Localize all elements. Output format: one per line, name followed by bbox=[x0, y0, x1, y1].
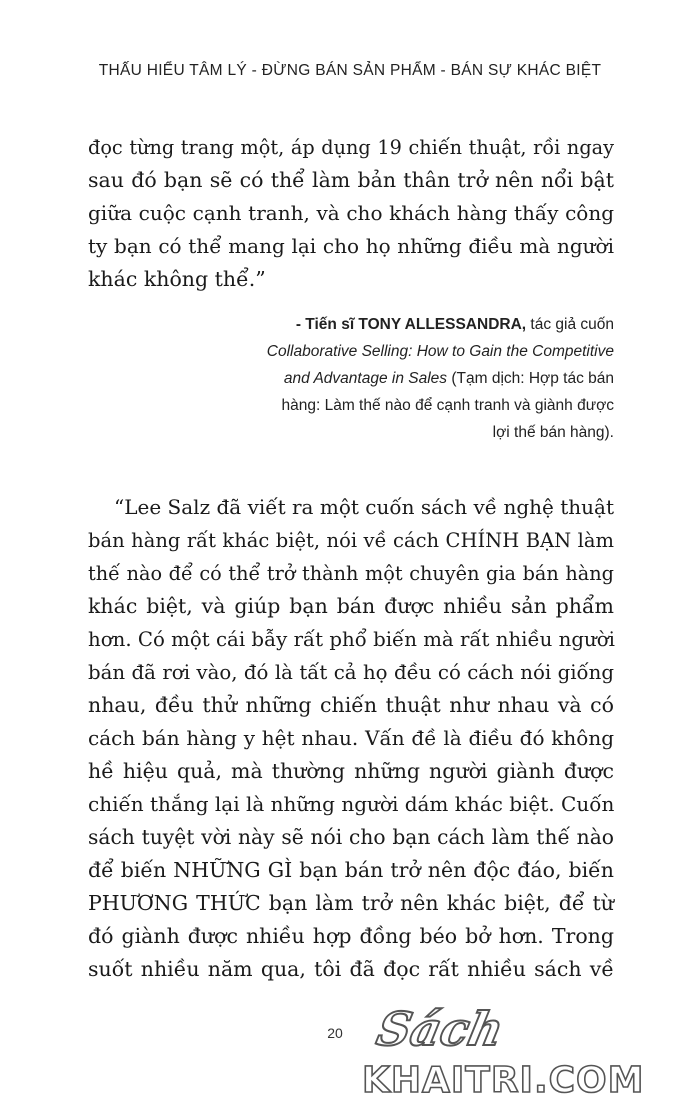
text-line: suốt nhiều năm qua, tôi đã đọc rất nhiều sách về bbox=[88, 957, 614, 981]
quote-two bbox=[88, 491, 614, 986]
text-line: để biến NHỮNG GÌ bạn bán trở nên độc đáo, biến bbox=[88, 858, 614, 882]
text-line: khác biệt, và giúp bạn bán được nhiều sản phẩm bbox=[88, 594, 614, 618]
watermark-brand-text: KHAITRI.COM bbox=[362, 1060, 645, 1101]
text-line: thế nào để có thể trở thành một chuyên gia bán hàng bbox=[88, 562, 614, 585]
text-line: giữa cuộc cạnh tranh, và cho khách hàng thấy công bbox=[88, 201, 614, 225]
quote-attribution bbox=[174, 311, 614, 446]
text-line: hề hiệu quả, mà thường những người giành được bbox=[88, 759, 614, 783]
text-line: sau đó bạn sẽ có thể làm bản thân trở nên nổi bật bbox=[88, 168, 614, 192]
text-line: hơn. Có một cái bẫy rất phổ biến mà rất nhiều người bbox=[88, 628, 615, 651]
attribution-line bbox=[174, 365, 614, 392]
translation-line: hàng: Làm thế nào để cạnh tranh và giành được bbox=[281, 397, 614, 414]
text-line: PHƯƠNG THỨC bạn làm trở nên khác biệt, để từ bbox=[88, 891, 614, 915]
text-line: bán đã rơi vào, đó là tất cả họ đều có cách nói giống bbox=[88, 661, 614, 684]
watermark-script-text: Sách bbox=[372, 1002, 509, 1056]
text-line: chiến thắng lại là những người dám khác biệt. Cuốn bbox=[88, 792, 615, 816]
text-line: nhau, đều thử những chiến thuật như nhau và có bbox=[88, 693, 614, 717]
translation-line: lợi thế bán hàng). bbox=[492, 424, 614, 441]
text-line: đó giành được nhiều hợp đồng béo bở hơn. Trong bbox=[88, 924, 614, 948]
text-line: sách tuyệt vời này sẽ nói cho bạn cách làm thế nào bbox=[88, 825, 614, 849]
text-line: ty bạn có thể mang lại cho họ những điều mà người bbox=[88, 234, 614, 258]
text-line: đọc từng trang một, áp dụng 19 chiến thuật, rồi ngay bbox=[88, 136, 614, 159]
book-title-end: and Advantage in Sales bbox=[283, 370, 448, 387]
author-name: - Tiến sĩ TONY ALLESSANDRA, bbox=[295, 316, 527, 333]
attribution-line bbox=[174, 311, 614, 338]
text-line: cách bán hàng y hệt nhau. Vấn đề là điều đó không bbox=[88, 726, 614, 750]
text-line: bán hàng rất khác biệt, nói về cách CHÍNH BẠN làm bbox=[88, 529, 614, 552]
text-line: “Lee Salz đã viết ra một cuốn sách về nghệ thuật bbox=[114, 495, 614, 519]
quote-continuation bbox=[88, 131, 614, 296]
text-line: khác không thể.” bbox=[88, 267, 266, 291]
watermark-logo bbox=[352, 1002, 688, 1114]
translation-text: (Tạm dịch: Hợp tác bán bbox=[447, 370, 614, 387]
page-number: 20 bbox=[327, 1025, 343, 1041]
running-header: THẤU HIỂU TÂM LÝ - ĐỪNG BÁN SẢN PHẨM - BÁN SỰ KHÁC BIỆT bbox=[98, 62, 602, 79]
author-role: tác giả cuốn bbox=[526, 316, 614, 333]
book-title-line: Collaborative Selling: How to Gain the Competitive bbox=[266, 343, 614, 360]
